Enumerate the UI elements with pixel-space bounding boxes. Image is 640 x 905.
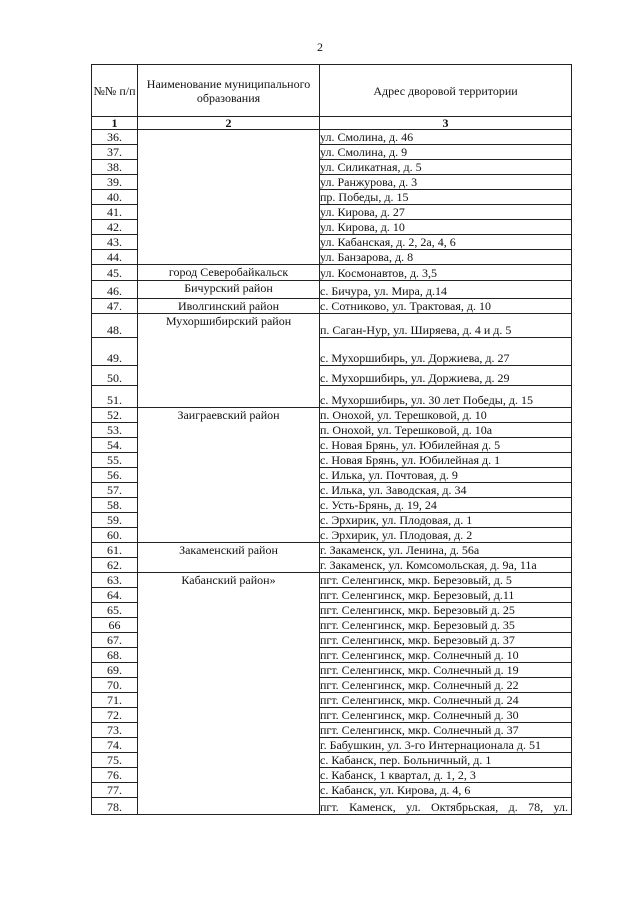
- row-number: 40.: [92, 190, 138, 205]
- courtyard-address: пгт. Селенгинск, мкр. Березовый д. 25: [320, 603, 572, 618]
- courtyard-address: ул. Силикатная, д. 5: [320, 160, 572, 175]
- courtyard-address: ул. Кирова, д. 10: [320, 220, 572, 235]
- municipality-name: Бичурский район: [138, 281, 320, 299]
- row-number: 60.: [92, 528, 138, 543]
- row-number: 71.: [92, 693, 138, 708]
- municipality-name: город Северобайкальск: [138, 265, 320, 281]
- row-number: 53.: [92, 423, 138, 438]
- courtyard-address: с. Новая Брянь, ул. Юбилейная д. 5: [320, 438, 572, 453]
- row-number: 44.: [92, 250, 138, 265]
- table-row: [92, 314, 572, 338]
- row-number: 36.: [92, 130, 138, 145]
- row-number: 55.: [92, 453, 138, 468]
- row-number: 62.: [92, 558, 138, 573]
- courtyard-address: с. Усть-Брянь, д. 19, 24: [320, 498, 572, 513]
- municipality-name: Иволгинский район: [138, 299, 320, 314]
- courtyard-address: ул. Смолина, д. 46: [320, 130, 572, 145]
- row-number: 38.: [92, 160, 138, 175]
- row-number: 75.: [92, 753, 138, 768]
- row-number: 76.: [92, 768, 138, 783]
- row-number: 37.: [92, 145, 138, 160]
- courtyard-address: с. Кабанск, пер. Больничный, д. 1: [320, 753, 572, 768]
- row-number: 74.: [92, 738, 138, 753]
- courtyard-address: г. Бабушкин, ул. 3-го Интернационала д. 51: [320, 738, 572, 753]
- courtyard-address: пр. Победы, д. 15: [320, 190, 572, 205]
- courtyard-address: с. Новая Брянь, ул. Юбилейная д. 1: [320, 453, 572, 468]
- courtyard-address: пгт. Селенгинск, мкр. Березовый д. 37: [320, 633, 572, 648]
- row-number: 72.: [92, 708, 138, 723]
- courtyard-address: с. Эрхирик, ул. Плодовая, д. 1: [320, 513, 572, 528]
- courtyard-address: с. Кабанск, ул. Кирова, д. 4, 6: [320, 783, 572, 798]
- courtyard-address: пгт. Селенгинск, мкр. Березовый, д. 5: [320, 573, 572, 588]
- table-row: [92, 408, 572, 423]
- courtyard-address: с. Кабанск, 1 квартал, д. 1, 2, 3: [320, 768, 572, 783]
- courtyard-address: с. Мухоршибирь, ул. Доржиева, д. 27: [320, 338, 572, 366]
- row-number: 56.: [92, 468, 138, 483]
- courtyard-address: пгт. Каменск, ул. Октябрьская, д. 78, ул.: [320, 798, 572, 815]
- courtyard-address: пгт. Селенгинск, мкр. Солнечный д. 10: [320, 648, 572, 663]
- header-number: №№ п/п: [92, 65, 138, 117]
- row-number: 66: [92, 618, 138, 633]
- row-number: 46.: [92, 281, 138, 299]
- column-number: 2: [138, 117, 320, 130]
- municipality-name: Закаменский район: [138, 543, 320, 573]
- row-number: 64.: [92, 588, 138, 603]
- courtyard-address: с. Мухоршибирь, ул. 30 лет Победы, д. 15: [320, 386, 572, 408]
- courtyard-address: г. Закаменск, ул. Ленина, д. 56а: [320, 543, 572, 558]
- municipality-name: Мухоршибирский район: [138, 314, 320, 408]
- table-row: [92, 130, 572, 145]
- courtyard-address: пгт. Селенгинск, мкр. Солнечный д. 24: [320, 693, 572, 708]
- courtyard-address: с. Бичура, ул. Мира, д.14: [320, 281, 572, 299]
- courtyard-address: ул. Ранжурова, д. 3: [320, 175, 572, 190]
- courtyard-address: с. Илька, ул. Заводская, д. 34: [320, 483, 572, 498]
- courtyard-address: с. Илька, ул. Почтовая, д. 9: [320, 468, 572, 483]
- row-number: 73.: [92, 723, 138, 738]
- row-number: 58.: [92, 498, 138, 513]
- municipality-name: Заиграевский район: [138, 408, 320, 543]
- header-municipality: Наименование муниципального образования: [138, 65, 320, 117]
- row-number: 67.: [92, 633, 138, 648]
- courtyard-address: с. Мухоршибирь, ул. Доржиева, д. 29: [320, 366, 572, 386]
- row-number: 39.: [92, 175, 138, 190]
- row-number: 63.: [92, 573, 138, 588]
- courtyard-address: п. Саган-Нур, ул. Ширяева, д. 4 и д. 5: [320, 314, 572, 338]
- courtyard-address-table: [91, 64, 572, 815]
- courtyard-address: пгт. Селенгинск, мкр. Солнечный д. 30: [320, 708, 572, 723]
- row-number: 57.: [92, 483, 138, 498]
- row-number: 52.: [92, 408, 138, 423]
- row-number: 54.: [92, 438, 138, 453]
- header-address: Адрес дворовой территории: [320, 65, 572, 117]
- row-number: 70.: [92, 678, 138, 693]
- row-number: 61.: [92, 543, 138, 558]
- row-number: 42.: [92, 220, 138, 235]
- courtyard-address: п. Онохой, ул. Терешковой, д. 10а: [320, 423, 572, 438]
- row-number: 43.: [92, 235, 138, 250]
- courtyard-address: пгт. Селенгинск, мкр. Солнечный д. 22: [320, 678, 572, 693]
- table-row: [92, 299, 572, 314]
- row-number: 41.: [92, 205, 138, 220]
- table-row: [92, 265, 572, 281]
- page-number: 2: [317, 40, 323, 54]
- courtyard-address: пгт. Селенгинск, мкр. Березовый, д.11: [320, 588, 572, 603]
- column-number: 1: [92, 117, 138, 130]
- courtyard-address: пгт. Селенгинск, мкр. Солнечный д. 37: [320, 723, 572, 738]
- courtyard-address: г. Закаменск, ул. Комсомольская, д. 9а, 11а: [320, 558, 572, 573]
- row-number: 51.: [92, 386, 138, 408]
- table-header-row: [92, 65, 572, 117]
- row-number: 77.: [92, 783, 138, 798]
- courtyard-address: ул. Кирова, д. 27: [320, 205, 572, 220]
- courtyard-address: ул. Кабанская, д. 2, 2а, 4, 6: [320, 235, 572, 250]
- row-number: 59.: [92, 513, 138, 528]
- column-number-row: [92, 117, 572, 130]
- table-row: [92, 543, 572, 558]
- municipality-name: [138, 130, 320, 265]
- row-number: 69.: [92, 663, 138, 678]
- row-number: 47.: [92, 299, 138, 314]
- row-number: 78.: [92, 798, 138, 815]
- row-number: 68.: [92, 648, 138, 663]
- row-number: 65.: [92, 603, 138, 618]
- table-row: [92, 573, 572, 588]
- courtyard-address: ул. Смолина, д. 9: [320, 145, 572, 160]
- courtyard-address: пгт. Селенгинск, мкр. Березовый д. 35: [320, 618, 572, 633]
- row-number: 45.: [92, 265, 138, 281]
- row-number: 50.: [92, 366, 138, 386]
- table-body: [92, 130, 572, 815]
- courtyard-address: с. Сотниково, ул. Трактовая, д. 10: [320, 299, 572, 314]
- courtyard-address: ул. Космонавтов, д. 3,5: [320, 265, 572, 281]
- row-number: 48.: [92, 314, 138, 338]
- courtyard-address: пгт. Селенгинск, мкр. Солнечный д. 19: [320, 663, 572, 678]
- row-number: 49.: [92, 338, 138, 366]
- courtyard-address: с. Эрхирик, ул. Плодовая, д. 2: [320, 528, 572, 543]
- column-number: 3: [320, 117, 572, 130]
- courtyard-address: п. Онохой, ул. Терешковой, д. 10: [320, 408, 572, 423]
- municipality-name: Кабанский район»: [138, 573, 320, 815]
- courtyard-address: ул. Банзарова, д. 8: [320, 250, 572, 265]
- table-row: [92, 281, 572, 299]
